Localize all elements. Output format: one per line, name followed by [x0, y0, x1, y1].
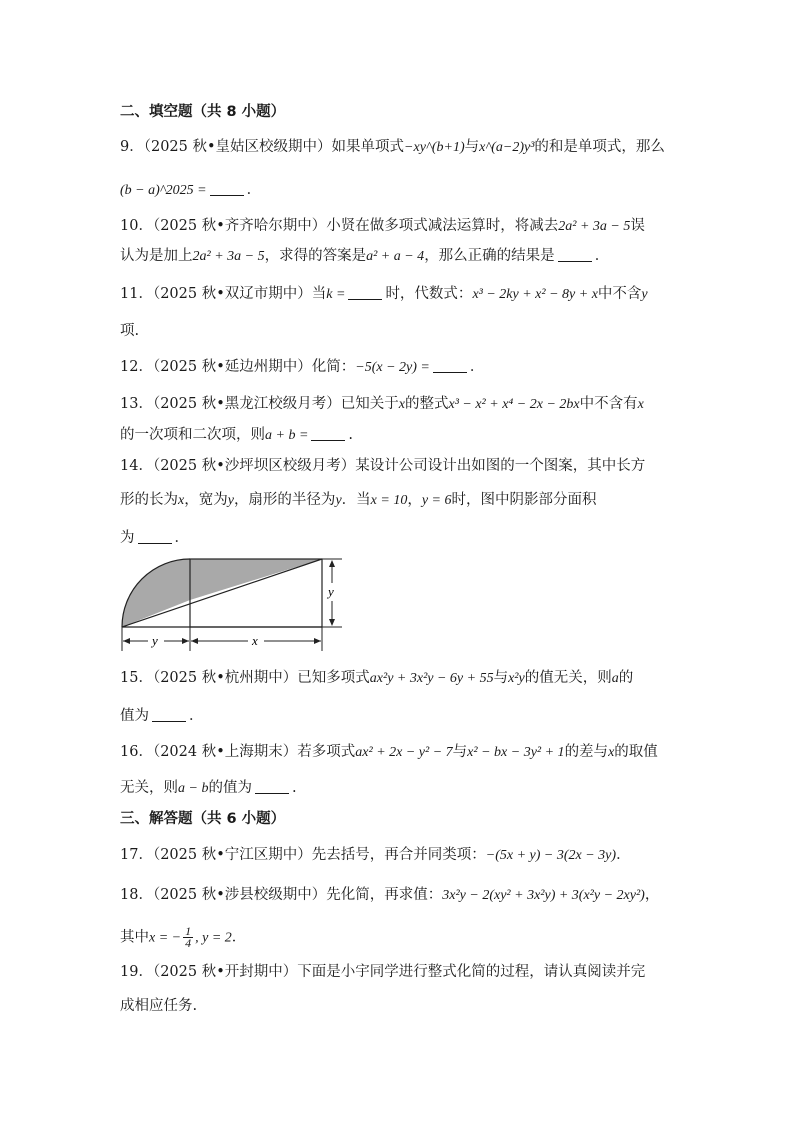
question-number: 9．	[120, 139, 144, 155]
math-expression: x	[178, 493, 185, 508]
question-10-line-1: 10．（2025 秋•齐齐哈尔期中）小贤在做多项式减法运算时，将减去2a² + 3a − 5误	[120, 218, 645, 234]
question-18-line-2: 其中x = − $\frac{1}{4}$ , y = 2．	[120, 924, 247, 950]
arrow-left-icon	[191, 638, 198, 644]
question-15-line-1: 15．（2025 秋•杭州期中）已知多项式ax²y + 3x²y − 6y + 55与x²y的值无关，则a的	[120, 670, 634, 686]
question-11-line-1: 11．（2025 秋•双辽市期中）当k = 时，代数式：x³ − 2ky + x² − 8y + x中不含y	[120, 286, 648, 302]
math-expression: y	[641, 287, 648, 302]
question-12-line-1: 12．（2025 秋•延边州期中）化简：−5(x − 2y) = ．	[120, 359, 485, 375]
question-11-line-2: 项.	[120, 323, 140, 339]
rectangle-sector-figure	[120, 555, 350, 655]
answer-blank[interactable]	[433, 358, 467, 373]
question-14-line-3: 为 ．	[120, 530, 189, 546]
label-y-bottom: y	[152, 633, 158, 648]
math-expression: x	[398, 397, 405, 412]
label-x-bottom: x	[252, 633, 258, 648]
question-number: 10．	[120, 218, 153, 234]
math-expression: x²y	[508, 671, 525, 686]
question-13-line-2: 的一次项和二次项，则a + b = .	[120, 427, 354, 443]
question-17-line-1: 17．（2025 秋•宁江区期中）先去括号，再合并同类项：−(5x + y) − 3(2x − 3y)．	[120, 847, 631, 863]
question-10-line-2: 认为是加上2a² + 3a − 5，求得的答案是a² + a − 4，那么正确的结果是 ．	[120, 248, 610, 264]
math-expression: 2a² + 3a − 5	[192, 249, 265, 264]
arrow-up-icon	[329, 560, 335, 567]
question-number: 18．	[120, 887, 153, 903]
math-expression: a² + a − 4	[366, 249, 425, 264]
question-13-line-1: 13．（2025 秋•黑龙江校级月考）已知关于x的整式x³ − x² + x⁴ − 2x − 2bx中不含有x	[120, 396, 644, 412]
arrow-left-icon	[123, 638, 130, 644]
math-expression: (b − a)^2025 =	[120, 183, 207, 198]
math-expression: , y = 2	[195, 930, 232, 946]
fraction: $\frac{1}{4}$	[185, 924, 192, 950]
arrow-right-icon	[182, 638, 189, 644]
math-expression: a + b =	[265, 428, 309, 443]
question-source: （2025 秋•沙坪坝区校级月考）	[152, 458, 356, 474]
section-heading: 二、填空题（共 8 小题）	[120, 104, 286, 120]
math-expression: k =	[326, 287, 346, 302]
math-expression: x	[608, 745, 615, 760]
math-expression: x² − bx − 3y² + 1	[467, 745, 565, 760]
math-expression: y	[227, 493, 234, 508]
question-number: 19．	[120, 964, 153, 980]
math-expression: 2a² + 3a − 5	[558, 219, 631, 234]
question-source: （2025 秋•涉县校级期中）	[152, 887, 327, 903]
question-9-line-1: 9．（2025 秋•皇姑区校级期中）如果单项式−xy^(b+1)与x^(a−2)y³的和是单项式，那么	[120, 139, 665, 155]
math-expression: −xy^(b+1)	[404, 140, 465, 155]
math-expression: y = 6	[421, 493, 452, 508]
answer-blank[interactable]	[152, 707, 186, 722]
question-number: 13．	[120, 396, 153, 412]
question-16-line-2: 无关，则a − b的值为 .	[120, 780, 297, 796]
answer-blank[interactable]	[348, 285, 382, 300]
question-source: （2024 秋•上海期末）	[152, 744, 298, 760]
math-expression: x = −	[149, 930, 182, 946]
answer-blank[interactable]	[210, 181, 244, 196]
question-18-line-1: 18．（2025 秋•涉县校级期中）先化简，再求值：3x²y − 2(xy² + 3x²y) + 3(x²y − 2xy²)，	[120, 887, 660, 903]
answer-blank[interactable]	[255, 779, 289, 794]
answer-blank[interactable]	[138, 529, 172, 544]
question-number: 12．	[120, 359, 153, 375]
question-14-line-1: 14．（2025 秋•沙坪坝区校级月考）某设计公司设计出如图的一个图案，其中长方	[120, 458, 646, 474]
answer-blank[interactable]	[558, 247, 592, 262]
question-16-line-1: 16．（2024 秋•上海期末）若多项式ax² + 2x − y² − 7与x² − bx − 3y² + 1的差与x的取值	[120, 744, 658, 760]
question-14-line-2: 形的长为x，宽为y，扇形的半径为y．当x = 10，y = 6时，图中阴影部分面积	[120, 492, 597, 508]
arrow-right-icon	[314, 638, 321, 644]
question-19-line-2: 成相应任务.	[120, 998, 198, 1014]
question-source: （2025 秋•杭州期中）	[152, 670, 298, 686]
math-expression: −5(x − 2y) =	[355, 360, 430, 375]
question-9-line-2: (b − a)^2025 = ．	[120, 182, 262, 198]
arrow-down-icon	[329, 619, 335, 626]
math-expression: 3x²y − 2(xy² + 3x²y) + 3(x²y − 2xy²)	[442, 888, 645, 903]
question-19-line-1: 19．（2025 秋•开封期中）下面是小宇同学进行整式化简的过程，请认真阅读并完	[120, 964, 646, 980]
question-number: 14．	[120, 458, 153, 474]
math-expression: x	[637, 397, 644, 412]
question-source: （2025 秋•皇姑区校级期中）	[143, 139, 332, 155]
math-expression: −(5x + y) − 3(2x − 3y)	[485, 848, 617, 863]
question-source: （2025 秋•延边州期中）	[152, 359, 312, 375]
question-source: （2025 秋•双辽市期中）	[152, 286, 312, 302]
label-y-side: y	[328, 584, 334, 599]
question-15-line-2: 值为 ．	[120, 708, 204, 724]
question-source: （2025 秋•黑龙江校级月考）	[152, 396, 341, 412]
shaded-sector-region	[122, 559, 190, 627]
math-expression: y	[335, 493, 342, 508]
question-number: 11．	[120, 286, 153, 302]
section-heading: 三、解答题（共 6 小题）	[120, 811, 286, 827]
math-expression: x³ − x² + x⁴ − 2x − 2bx	[448, 397, 580, 412]
math-expression: ax² + 2x − y² − 7	[355, 745, 453, 760]
question-number: 17．	[120, 847, 153, 863]
question-source: （2025 秋•开封期中）	[152, 964, 298, 980]
math-expression: a − b	[178, 781, 209, 796]
math-expression: a	[611, 671, 619, 686]
math-expression: x^(a−2)y³	[479, 140, 535, 155]
answer-blank[interactable]	[311, 426, 345, 441]
question-number: 15．	[120, 670, 153, 686]
math-expression: ax²y + 3x²y − 6y + 55	[369, 671, 494, 686]
question-number: 16．	[120, 744, 153, 760]
math-expression: x = 10	[370, 493, 408, 508]
question-source: （2025 秋•齐齐哈尔期中）	[152, 218, 327, 234]
question-source: （2025 秋•宁江区期中）	[152, 847, 312, 863]
math-expression: x³ − 2ky + x² − 8y + x	[472, 287, 598, 302]
